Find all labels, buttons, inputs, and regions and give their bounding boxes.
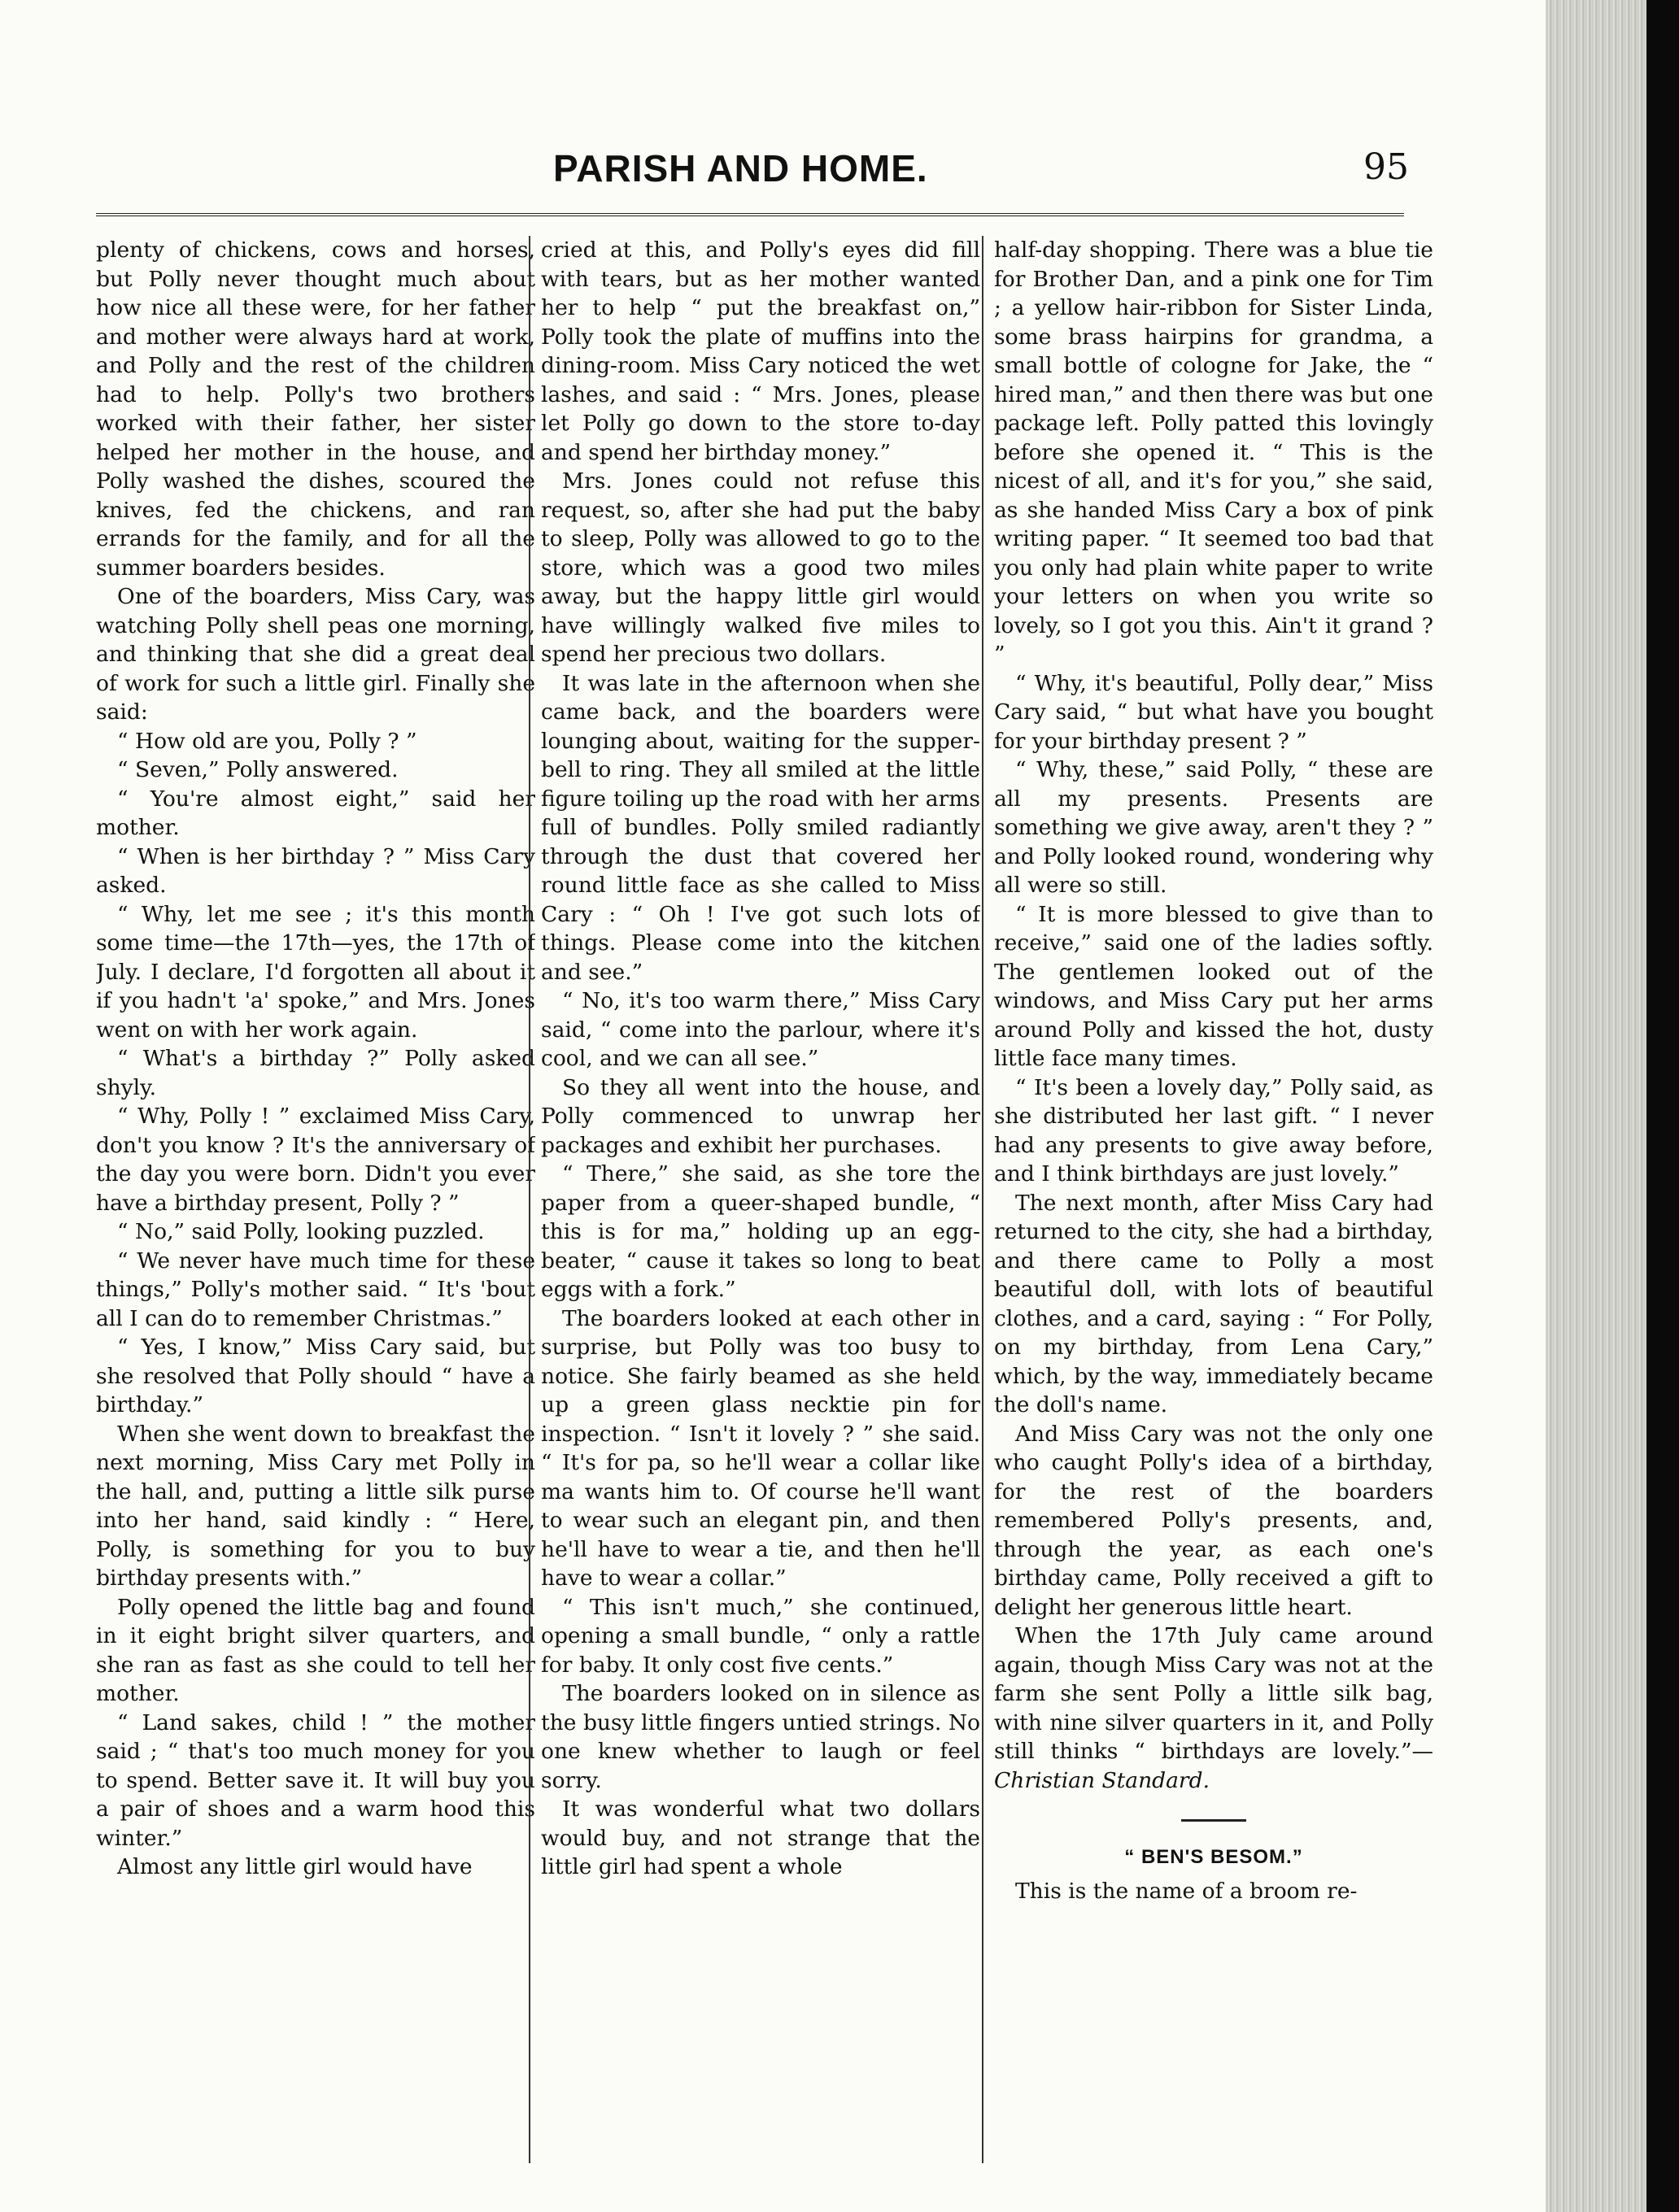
paragraph: And Miss Cary was not the only one who caught Polly's idea of a birthday, for the rest of the boarders remembered Polly's presents, and, through the year, as each one's birthday came, Polly received a gift to delight her generous little heart. — [994, 1421, 1433, 1620]
paragraph: half-day shopping. There was a blue tie for Brother Dan, and a pink one for Tim ; a yellow hair-ribbon for Sister Linda, some brass hairpins for grandma, a small bottle of cologne for Jake, the “ hired man,” and then there was but one package left. Polly patted this lovingly before she opened it. “ This is the nicest of all, and it's for you,” she said, as she handed Miss Cary a box of pink writing paper. “ It seemed too bad that you only had plain white paper to write your letters on when you write so lovely, so I got you this. Ain't it grand ? ” — [994, 237, 1433, 667]
paragraph: “ When is her birthday ? ” Miss Cary asked. — [96, 843, 535, 898]
paragraph — [994, 1622, 1433, 1795]
paragraph: It was late in the afternoon when she came back, and the boarders were lounging about, waiting for the supper-bell to ring. They all smiled at the little figure toiling up the road with her arms full of bundles. Polly smiled radiantly through the dust that covered her round little face as she called to Miss Cary : “ Oh ! I've got such lots of things. Please come into the kitchen and see.” — [541, 670, 980, 985]
column-divider — [982, 236, 983, 2163]
paragraph: “ No, it's too warm there,” Miss Cary said, “ come into the parlour, where it's cool, and we can all see.” — [541, 988, 980, 1071]
paragraph: “ Why, it's beautiful, Polly dear,” Miss Cary said, “ but what have you bought for your birthday present ? ” — [994, 670, 1433, 754]
section-heading: “ BEN'S BESOM.” — [1124, 1846, 1303, 1868]
paragraph: When she went down to breakfast the next morning, Miss Cary met Polly in the hall, and, putting a little silk purse into her hand, said kindly : “ Here, Polly, is something for you to buy birthday presents with.” — [96, 1421, 535, 1591]
paragraph: This is the name of a broom re- — [1015, 1878, 1358, 1904]
paragraph: “ Why, these,” said Polly, “ these are all my presents. Presents are something we give away, aren't they ? ” and Polly looked round, wondering why all were so still. — [994, 757, 1433, 898]
section-divider — [1181, 1819, 1246, 1822]
page-number: 95 — [1363, 146, 1409, 188]
column-divider — [529, 236, 530, 2163]
paragraph: Polly opened the little bag and found in it eight bright silver quarters, and she ran as fast as she could to tell her mother. — [96, 1594, 535, 1706]
paragraph: cried at this, and Polly's eyes did fill with tears, but as her mother wanted her to help “ put the breakfast on,” Polly took the plate of muffins into the dining-room. Miss Cary noticed the wet lashes, and said : “ Mrs. Jones, please let Polly go down to the store to-day and spend her birthday money.” — [541, 237, 980, 465]
paragraph: The boarders looked on in silence as the busy little fingers untied strings. No one knew whether to laugh or feel sorry. — [541, 1681, 980, 1793]
column-3 — [994, 236, 1433, 2163]
page-edge — [1546, 0, 1679, 2212]
column-1 — [96, 236, 535, 2163]
paragraph-text: When the 17th July came around again, though Miss Cary was not at the farm she sent Polly a little silk bag, with nine silver quarters in it, and Polly still thinks “ birthdays are lovely.”— — [994, 1623, 1433, 1764]
paragraph: “ No,” said Polly, looking puzzled. — [117, 1219, 485, 1244]
paragraph: “ We never have much time for these things,” Polly's mother said. “ It's 'bout all I can do to remember Christmas.” — [96, 1248, 535, 1331]
paragraph: “ It is more blessed to give than to receive,” said one of the ladies softly. The gentlemen looked out of the windows, and Miss Cary put her arms around Polly and kissed the hot, dusty little face many times. — [994, 901, 1433, 1071]
paragraph: “ There,” she said, as she tore the paper from a queer-shaped bundle, “ this is for ma,” holding up an egg-beater, “ cause it takes so long to beat eggs with a fork.” — [541, 1161, 980, 1302]
column-2 — [541, 236, 980, 2163]
paragraph: Almost any little girl would have — [117, 1854, 473, 1879]
paragraph: Mrs. Jones could not refuse this request, so, after she had put the baby to sleep, Polly was allowed to go to the store, which was a good two miles away, but the happy little girl would have willingly walked five miles to spend her precious two dollars. — [541, 468, 980, 667]
paragraph: One of the boarders, Miss Cary, was watching Polly shell peas one morning, and thinking that she did a great deal of work for such a little girl. Finally she said: — [96, 584, 535, 725]
header-rule — [96, 213, 1404, 216]
paragraph: It was wonderful what two dollars would buy, and not strange that the little girl had spent a whole — [541, 1796, 980, 1879]
paragraph: “ Why, Polly ! ” exclaimed Miss Cary, don't you know ? It's the anniversary of the day you were born. Didn't you ever have a birthday present, Polly ? ” — [96, 1104, 535, 1216]
paragraph: “ It's been a lovely day,” Polly said, as she distributed her last gift. “ I never had any presents to give away before, and I think birthdays are just lovely.” — [994, 1074, 1433, 1187]
page-header — [0, 146, 1432, 195]
paragraph: “ Land sakes, child ! ” the mother said ; “ that's too much money for you to spend. Better save it. It will buy you a pair of shoes and a warm hood this winter.” — [96, 1709, 535, 1851]
source-citation: Christian Standard. — [994, 1767, 1210, 1793]
paragraph: “ You're almost eight,” said her mother. — [96, 786, 535, 840]
paragraph: “ What's a birthday ?” Polly asked shyly. — [96, 1046, 535, 1100]
paragraph: “ Yes, I know,” Miss Cary said, but she resolved that Polly should “ have a birthday.” — [96, 1335, 535, 1417]
paragraph: The boarders looked at each other in surprise, but Polly was too busy to notice. She fairly beamed as she held up a green glass necktie pin for inspection. “ Isn't it lovely ? ” she said. “ It's for pa, so he'll wear a collar like ma wants him to. Of course he'll want to wear such an elegant pin, and then he'll have to wear a tie, and then he'll have to wear a collar.” — [541, 1305, 980, 1591]
paragraph: “ This isn't much,” she continued, opening a small bundle, “ only a rattle for baby. It only cost five cents.” — [541, 1594, 980, 1678]
page-title: PARISH AND HOME. — [553, 147, 928, 189]
paragraph: “ Seven,” Polly answered. — [117, 757, 399, 782]
paragraph: plenty of chickens, cows and horses, but Polly never thought much about how nice all these were, for her father and mother were always hard at work, and Polly and the rest of the children had to help. Polly's two brothers worked with their father, her sister helped her mother in the house, and Polly washed the dishes, scoured the knives, fed the chickens, and ran errands for the family, and for all the summer boarders besides. — [96, 237, 535, 581]
paragraph: “ How old are you, Polly ? ” — [117, 728, 417, 754]
paragraph: “ Why, let me see ; it's this month some time—the 17th—yes, the 17th of July. I declare, I'd forgotten all about it if you hadn't 'a' spoke,” and Mrs. Jones went on with her work again. — [96, 901, 535, 1043]
paragraph: So they all went into the house, and Polly commenced to unwrap her packages and exhibit her purchases. — [541, 1074, 980, 1158]
paragraph: The next month, after Miss Cary had returned to the city, she had a birthday, and there came to Polly a most beautiful doll, with lots of beautiful clothes, and a card, saying : “ For Polly, on my birthday, from Lena Cary,” which, by the way, immediately became the doll's name. — [994, 1190, 1433, 1417]
